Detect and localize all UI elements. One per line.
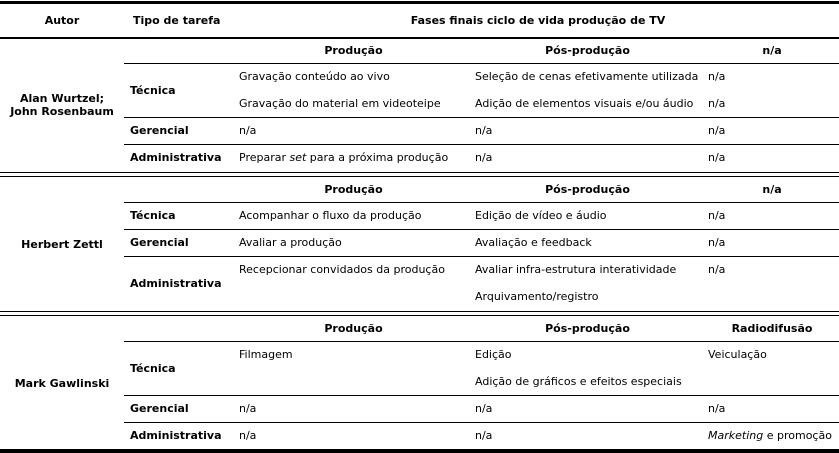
cell-third (705, 145, 839, 172)
subheader-third: n/a (705, 178, 839, 203)
cell-third (705, 64, 839, 118)
cell-third (705, 396, 839, 423)
task-row-tecnica (0, 203, 839, 230)
subheader-pos-producao: Pós-produção (470, 317, 705, 342)
cell-pos-producao (470, 396, 705, 423)
cell-producao (237, 396, 470, 423)
task-label-tecnica: Técnica (124, 342, 237, 396)
cell-pos-producao (470, 145, 705, 172)
subheader-row (0, 317, 839, 342)
cell-producao (237, 203, 470, 230)
header-autor: Autor (0, 3, 124, 39)
subheader-pos-producao: Pós-produção (470, 178, 705, 203)
cell-text: n/a (708, 209, 726, 222)
task-label-administrativa: Administrativa (130, 151, 222, 164)
author-name-line: Herbert Zettl (21, 237, 103, 251)
cell-producao (237, 423, 470, 452)
cell-text: n/a (475, 402, 493, 415)
task-label-gerencial: Gerencial (124, 396, 237, 423)
task-row-tecnica (0, 64, 839, 118)
cell-producao (237, 230, 470, 257)
cell-text: Seleção de cenas efetivamente utilizada (475, 70, 699, 83)
cell-producao (237, 342, 470, 396)
cell-text: Marketing e promoção (708, 429, 832, 442)
cell-pos-producao (470, 423, 705, 452)
cell-third (705, 230, 839, 257)
task-label-gerencial: Gerencial (124, 230, 237, 257)
cell-producao (237, 118, 470, 145)
cell-text: Acompanhar o fluxo da produção (239, 209, 422, 222)
cell-pos-producao (470, 257, 705, 311)
author-name-line: Mark Gawlinski (14, 376, 110, 390)
cell-text: Edição (475, 348, 512, 361)
cell-third (705, 203, 839, 230)
cell-text: Veiculação (708, 348, 767, 361)
cell-producao (237, 257, 470, 311)
cell-text: n/a (239, 402, 257, 415)
double-rule-line (0, 311, 839, 316)
subheader-producao: Produção (237, 178, 470, 203)
cell-text: Preparar set para a próxima produção (239, 151, 449, 164)
cell-text: n/a (708, 402, 726, 415)
task-row-administrativa (0, 257, 839, 311)
task-label-administrativa: Administrativa (130, 429, 222, 442)
cell-producao (237, 145, 470, 172)
cell-text: Adição de elementos visuais e/ou áudio (475, 97, 694, 110)
task-label-tecnica: Técnica (124, 64, 237, 118)
block-separator (0, 171, 839, 178)
task-row-gerencial (0, 230, 839, 257)
task-row-administrativa (0, 423, 839, 452)
cell-text: n/a (708, 263, 726, 276)
task-row-gerencial (0, 396, 839, 423)
author-block-zettl (0, 178, 839, 310)
cell-third (705, 423, 839, 452)
author-name-line: John Rosenbaum (10, 105, 114, 118)
task-row-tecnica (0, 342, 839, 396)
task-label-tecnica: Técnica (124, 203, 237, 230)
cell-pos-producao (470, 203, 705, 230)
subheader-third: Radiodifusão (705, 317, 839, 342)
cell-third (705, 118, 839, 145)
cell-pos-producao (470, 118, 705, 145)
cell-text: n/a (475, 429, 493, 442)
cell-text: n/a (475, 124, 493, 137)
header-fases: Fases finais ciclo de vida produção de TV (237, 3, 839, 39)
author-block-wurtzel-rosenbaum (0, 38, 839, 171)
author-name-line: Alan Wurtzel; (19, 92, 105, 105)
cell-pos-producao (470, 342, 705, 396)
cell-text: Filmagem (239, 348, 293, 361)
cell-pos-producao (470, 64, 705, 118)
block-separator (0, 310, 839, 317)
cell-text: Recepcionar convidados da produção (239, 263, 445, 276)
cell-text: n/a (708, 124, 726, 137)
subheader-spacer (124, 317, 237, 342)
cell-text: Gravação conteúdo ao vivo (239, 70, 390, 83)
cell-text: Gravação do material em videoteipe (239, 97, 441, 110)
cell-text: n/a (239, 124, 257, 137)
cell-text: n/a (708, 151, 726, 164)
task-row-administrativa (0, 145, 839, 172)
cell-third (705, 257, 839, 311)
task-row-gerencial (0, 118, 839, 145)
task-label-administrativa: Administrativa (130, 276, 222, 290)
cell-text: n/a (708, 97, 726, 110)
cell-text: n/a (708, 236, 726, 249)
cell-text: Avaliar infra-estrutura interatividade (475, 263, 677, 276)
cell-pos-producao (470, 230, 705, 257)
author-cell (0, 38, 124, 171)
subheader-producao: Produção (237, 38, 470, 64)
cell-text: n/a (475, 151, 493, 164)
cell-text: n/a (708, 70, 726, 83)
double-rule-line (0, 172, 839, 177)
tv-production-phases-table (0, 1, 839, 453)
cell-producao (237, 64, 470, 118)
cell-text: Arquivamento/registro (475, 290, 599, 303)
subheader-pos-producao: Pós-produção (470, 38, 705, 64)
cell-text: Avaliação e feedback (475, 236, 592, 249)
cell-text: n/a (239, 429, 257, 442)
subheader-producao: Produção (237, 317, 470, 342)
subheader-spacer (124, 38, 237, 64)
author-block-gawlinski (0, 317, 839, 451)
header-tipo-tarefa: Tipo de tarefa (124, 3, 237, 39)
cell-text: Edição de vídeo e áudio (475, 209, 607, 222)
subheader-row (0, 178, 839, 203)
subheader-row (0, 38, 839, 64)
subheader-spacer (124, 178, 237, 203)
subheader-third: n/a (705, 38, 839, 64)
cell-third (705, 342, 839, 396)
author-cell (0, 317, 124, 451)
table-header-row (0, 3, 839, 39)
author-cell (0, 178, 124, 310)
cell-text: Avaliar a produção (239, 236, 342, 249)
task-label-gerencial: Gerencial (124, 118, 237, 145)
cell-text: Adição de gráficos e efeitos especiais (475, 375, 682, 388)
